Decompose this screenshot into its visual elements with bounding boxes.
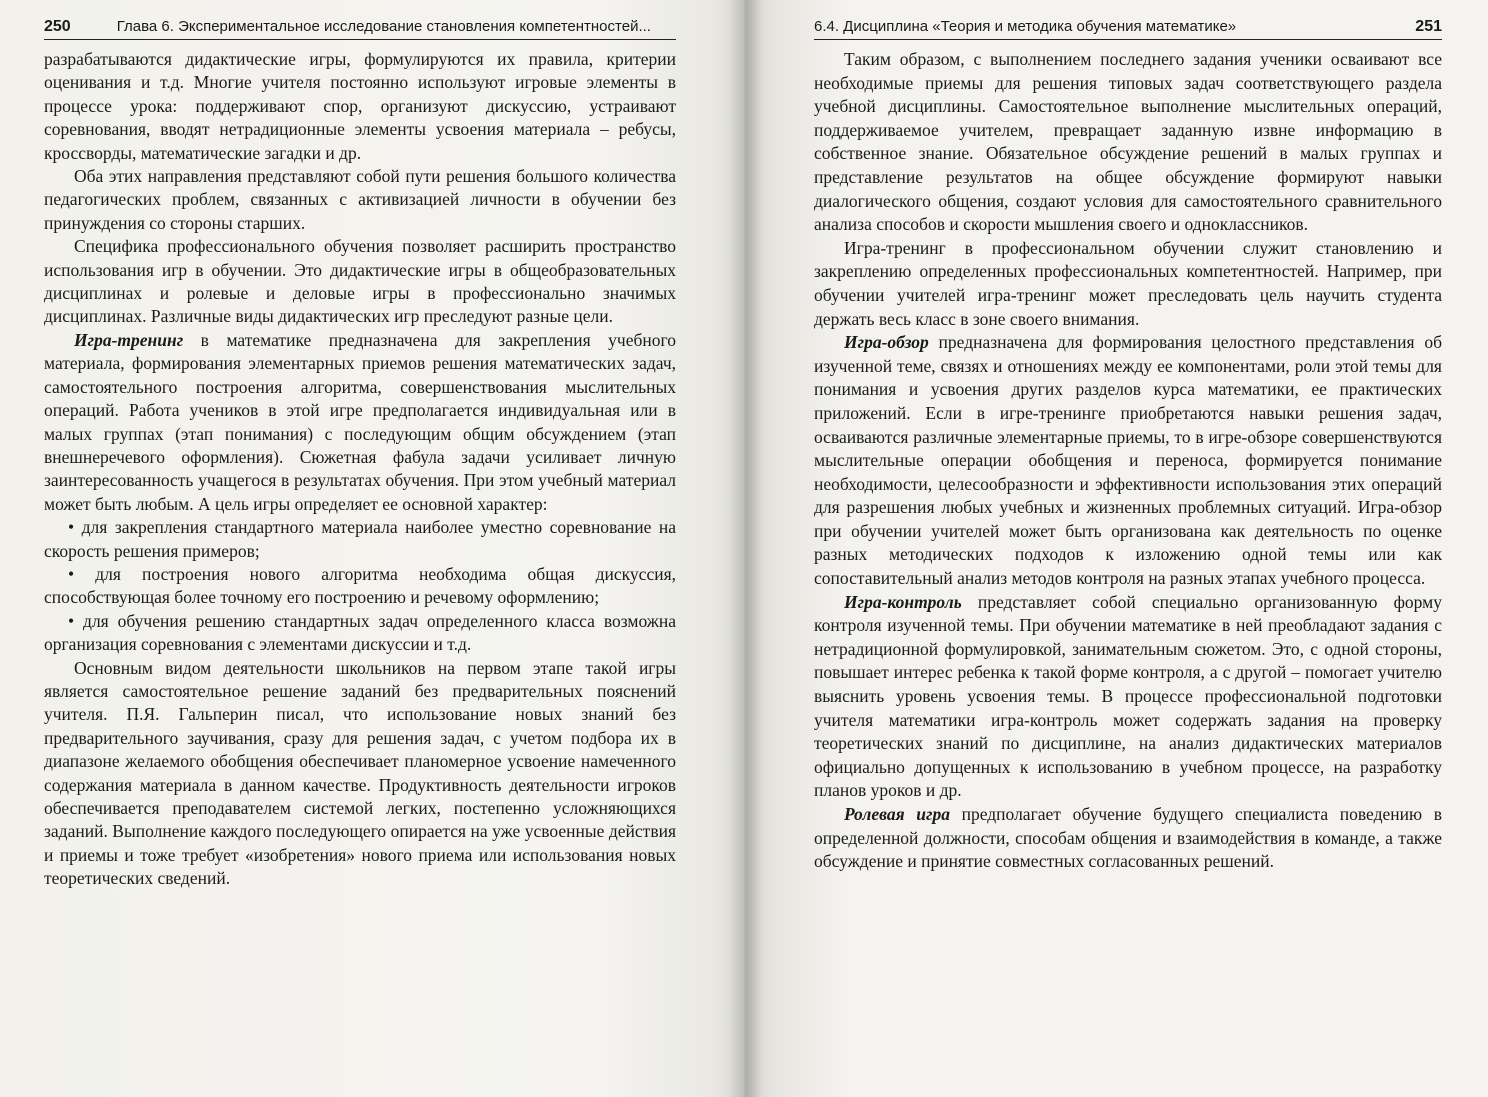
paragraph: Специфика профессионального обучения позволяет расширить пространство использования игр в обучении. Это дидактические игры в общеобразовательных дисциплинах и ролевые и деловые игры в профессионально значимых дисциплинах. Различные виды дидактических игр преследуют разные цели. [44, 236, 676, 327]
term-role-play: Ролевая игра [844, 804, 950, 824]
right-body-text [814, 48, 1442, 874]
paragraph: Оба этих направления представляют собой пути решения большого количества педагогических проблем, связанных с активизацией личности в обучении без принуждения со стороны старших. [44, 166, 676, 233]
term-game-review: Игра-обзор [844, 332, 929, 353]
paragraph-text: представляет собой специально организованную форму контроля изученной темы. При обучении математике в ней преобладают задания с нетрадиционной формулировкой, занимательным сюжетом. Это, с одной стороны, повышает интерес ребенка к такой форме контроля, а с другой – помогает учителю выяснить уровень усвоения темы. В процессе профессиональной подготовки учителя математики игра-контроль может содержать задания на проверку теоретических знаний по дисциплине, на анализ дидактических материалов официально допущенных к использованию в учебном процессе, на разработку планов уроков и др. [814, 591, 1442, 801]
left-body-text [44, 48, 676, 891]
paragraph: Игра-тренинг в профессиональном обучении служит становлению и закреплению определенных профессиональных компетентностей. Например, при обучении учителей игра-тренинг может преследовать цель научить студента держать весь класс в зоне своего внимания. [814, 237, 1442, 329]
bullet-item: • для построения нового алгоритма необходима общая дискуссия, способствующая более точному его построению и речевому оформлению; [44, 563, 676, 608]
bullet-item: • для обучения решению стандартных задач определенного класса возможна организация соревнования с элементами дискуссии и т.д. [44, 610, 676, 655]
left-running-head [44, 18, 676, 40]
paragraph: Таким образом, с выполнением последнего задания ученики осваивают все необходимые приемы для решения типовых задач соответствующего раздела учебной дисциплины. Самостоятельное выполнение мыслительных операций, поддерживаемое учителем, превращает заданную извне информацию в собственное знание. Обязательное обсуждение решений в малых группах и представление результатов на общее обсуждение формируют навыки диалогического общения, создают условия для самостоятельного сравнительного анализа способов и скорости мышления своего и одноклассников. [814, 49, 1442, 235]
paragraph-text: в математике предназначена для закрепления учебного материала, формирования элементарных приемов решения математических задач, самостоятельного построения алгоритма, совершенствования мыслительных операций. Работа учеников в этой игре предполагается индивидуальная или в малых группах (этап понимания) с последующим общим обсуждением (этап внешнеречевого оформления). Сюжетная фабула задачи усиливает личную заинтересованность учащегося в результатах обучения. При этом учебный материал может быть любым. А цель игры определяет ее основной характер: [44, 329, 676, 514]
page-number: 250 [44, 18, 71, 35]
bullet-item: • для закрепления стандартного материала наиболее уместно соревнование на скорость решения примеров; [44, 517, 676, 561]
paragraph [814, 591, 1442, 803]
section-title: 6.4. Дисциплина «Теория и методика обучения математике» [814, 18, 1237, 35]
paragraph-text: предполагает обучение будущего специалиста поведению в определенной должности, способам общения и взаимодействия в команде, а также обсуждение и принятие совместных согласованных решений. [814, 804, 1442, 872]
paragraph: разрабатываются дидактические игры, формулируются их правила, критерии оценивания и т.д. Многие учителя постоянно используют игровые элементы в процессе урока: поддерживают спор, организуют дискуссию, устраивают соревнования, вводят нетрадиционные элементы усвоения материала – ребусы, кроссворды, математические загадки и др. [44, 49, 676, 163]
chapter-title: Глава 6. Экспериментальное исследование становления компетентностей... [116, 18, 651, 35]
term-game-control: Игра-контроль [844, 591, 962, 612]
term-game-training: Игра-тренинг [74, 329, 184, 350]
paragraph [44, 329, 676, 516]
page-number: 251 [1415, 18, 1442, 35]
right-running-head [814, 18, 1442, 40]
paragraph [814, 331, 1442, 591]
paragraph-text: предназначена для формирования целостного представления об изученной теме, связях и отношениях между ее компонентами, роли этой темы для понимания и усвоения других разделов курса математики, ее практических приложений. Если в игре-тренинге приобретаются навыки решения задач, осваиваются различные элементарные приемы, то в игре-обзоре совершенствуются мыслительные операции обобщения и переноса, формируется понимание необходимости, целесообразности и эффективности использования этих операций для разрешения любых учебных и жизненных проблемных ситуаций. Игра-обзор при обучении учителей может быть организована как деятельность по оценке разных методических подходов к изложению одной темы или как сопоставительный анализ методов контроля на разных этапах учебного процесса. [814, 332, 1442, 589]
paragraph [814, 803, 1442, 874]
paragraph: Основным видом деятельности школьников на первом этапе такой игры является самостоятельное решение заданий без предварительных пояснений учителя. П.Я. Гальперин писал, что использование новых знаний без предварительного заучивания, сразу для решения задач, с учетом подбора их в диапазоне желаемого обобщения обеспечивает планомерное усвоение намеченного содержания материала в данном качестве. Продуктивность деятельности игроков обеспечивается преподавателем системой легких, постепенно усложняющихся заданий. Выполнение каждого последующего опирается на уже усвоенные действия и приемы и тоже требует «изобретения» нового приема или использования новых теоретических сведений. [44, 657, 676, 889]
right-page [744, 0, 1488, 1097]
